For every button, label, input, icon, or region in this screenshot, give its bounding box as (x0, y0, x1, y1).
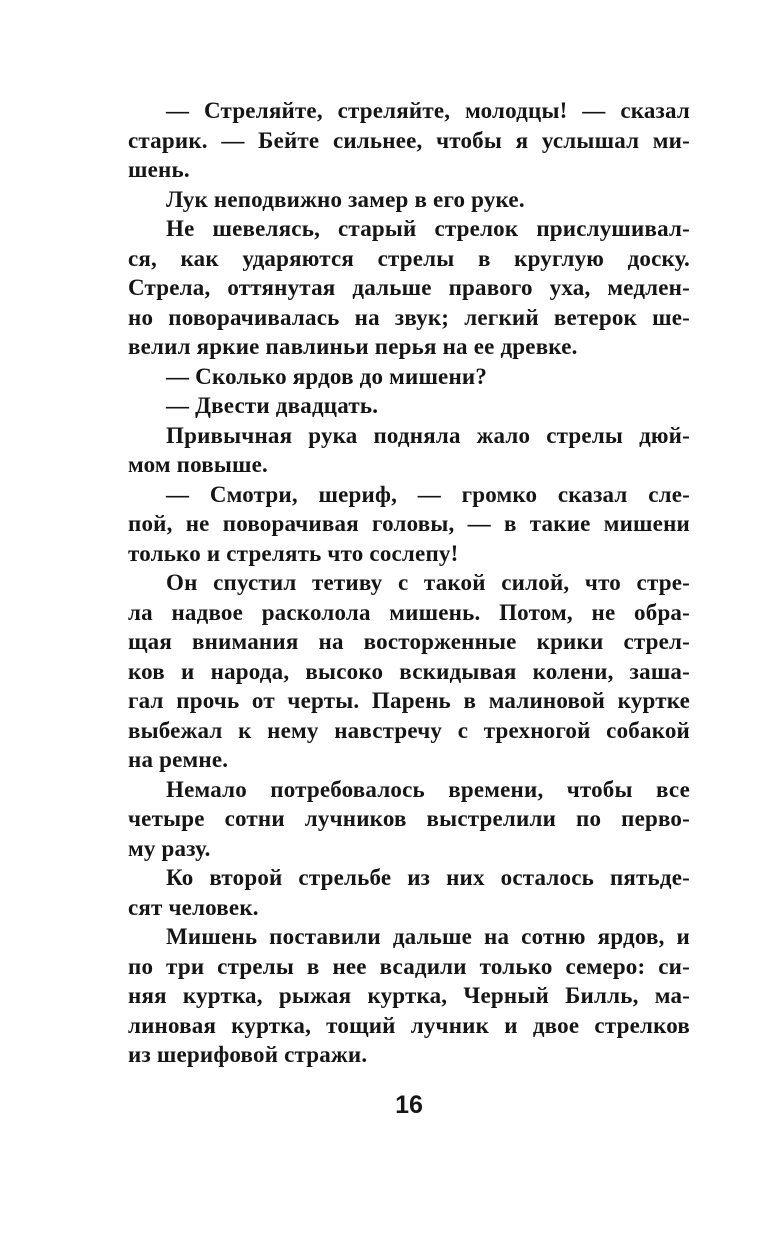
text-line: выбежал к нему навстречу с трехногой собакой (128, 717, 690, 743)
text-line: старик. — Бейте сильнее, чтобы я услышал ми- (128, 127, 690, 153)
paragraph (128, 568, 690, 775)
paragraph (128, 391, 690, 421)
text-line: Лук неподвижно замер в его руке. (166, 186, 525, 212)
text-line: — Сколько ярдов до мишени? (166, 363, 488, 389)
text-line: линовая куртка, тощий лучник и двое стрелков (128, 1012, 690, 1038)
paragraph (128, 362, 690, 392)
text-line: Ко второй стрельбе из них осталось пятьде- (166, 865, 690, 890)
text-line: Немало потребовалось времени, чтобы все (166, 776, 690, 802)
text-line: но поворачивалась на звук; легкий ветерок ше- (128, 304, 690, 330)
text-line: щая внимания на восторженные крики стрел- (128, 629, 690, 654)
text-line: — Смотри, шериф, — громко сказал сле- (166, 481, 690, 507)
paragraph (128, 480, 690, 569)
text-line: — Двести двадцать. (166, 393, 379, 418)
paragraph (128, 863, 690, 922)
text-line: Он спустил тетиву с такой силой, что стре- (166, 570, 690, 595)
text-line: на ремне. (128, 747, 229, 772)
text-line: ла надвое расколола мишень. Потом, не обра- (128, 599, 690, 625)
paragraph (128, 214, 690, 362)
text-line: мом повыше. (128, 452, 268, 477)
text-line: Стрела, оттянутая дальше правого уха, медлен- (128, 275, 690, 300)
body-text (128, 96, 690, 1070)
text-line: му разу. (128, 835, 211, 861)
text-line: ся, как ударяются стрелы в круглую доску. (128, 245, 690, 271)
text-line: велил яркие павлиньи перья на ее древке. (128, 334, 578, 359)
paragraph (128, 96, 690, 185)
text-line: Мишень поставили дальше на сотню ярдов, и (166, 924, 690, 949)
paragraph (128, 185, 690, 215)
text-line: Не шевелясь, старый стрелок прислушивал- (166, 216, 690, 241)
text-line: из шерифовой стражи. (128, 1042, 368, 1067)
text-line: по три стрелы в нее всадили только семеро: си- (128, 953, 690, 979)
text-line: шень. (128, 157, 190, 182)
text-line: Привычная рука подняла жало стрелы дюй- (166, 422, 690, 448)
text-line: сят человек. (128, 894, 259, 920)
text-line: пой, не поворачивая головы, — в такие мишени (128, 511, 690, 536)
text-line: только и стрелять что сослепу! (128, 540, 459, 566)
text-line: ков и народа, высоко вскидывая колени, заша- (128, 658, 690, 684)
text-line: гал прочь от черты. Парень в малиновой куртке (128, 688, 690, 713)
text-line: — Стреляйте, стреляйте, молодцы! — сказал (166, 98, 690, 123)
paragraph (128, 922, 690, 1070)
page-number: 16 (395, 1091, 423, 1119)
paragraph (128, 421, 690, 480)
paragraph (128, 775, 690, 864)
text-line: четыре сотни лучников выстрелили по перво- (128, 806, 690, 831)
text-line: няя куртка, рыжая куртка, Черный Билль, ма- (128, 983, 690, 1008)
